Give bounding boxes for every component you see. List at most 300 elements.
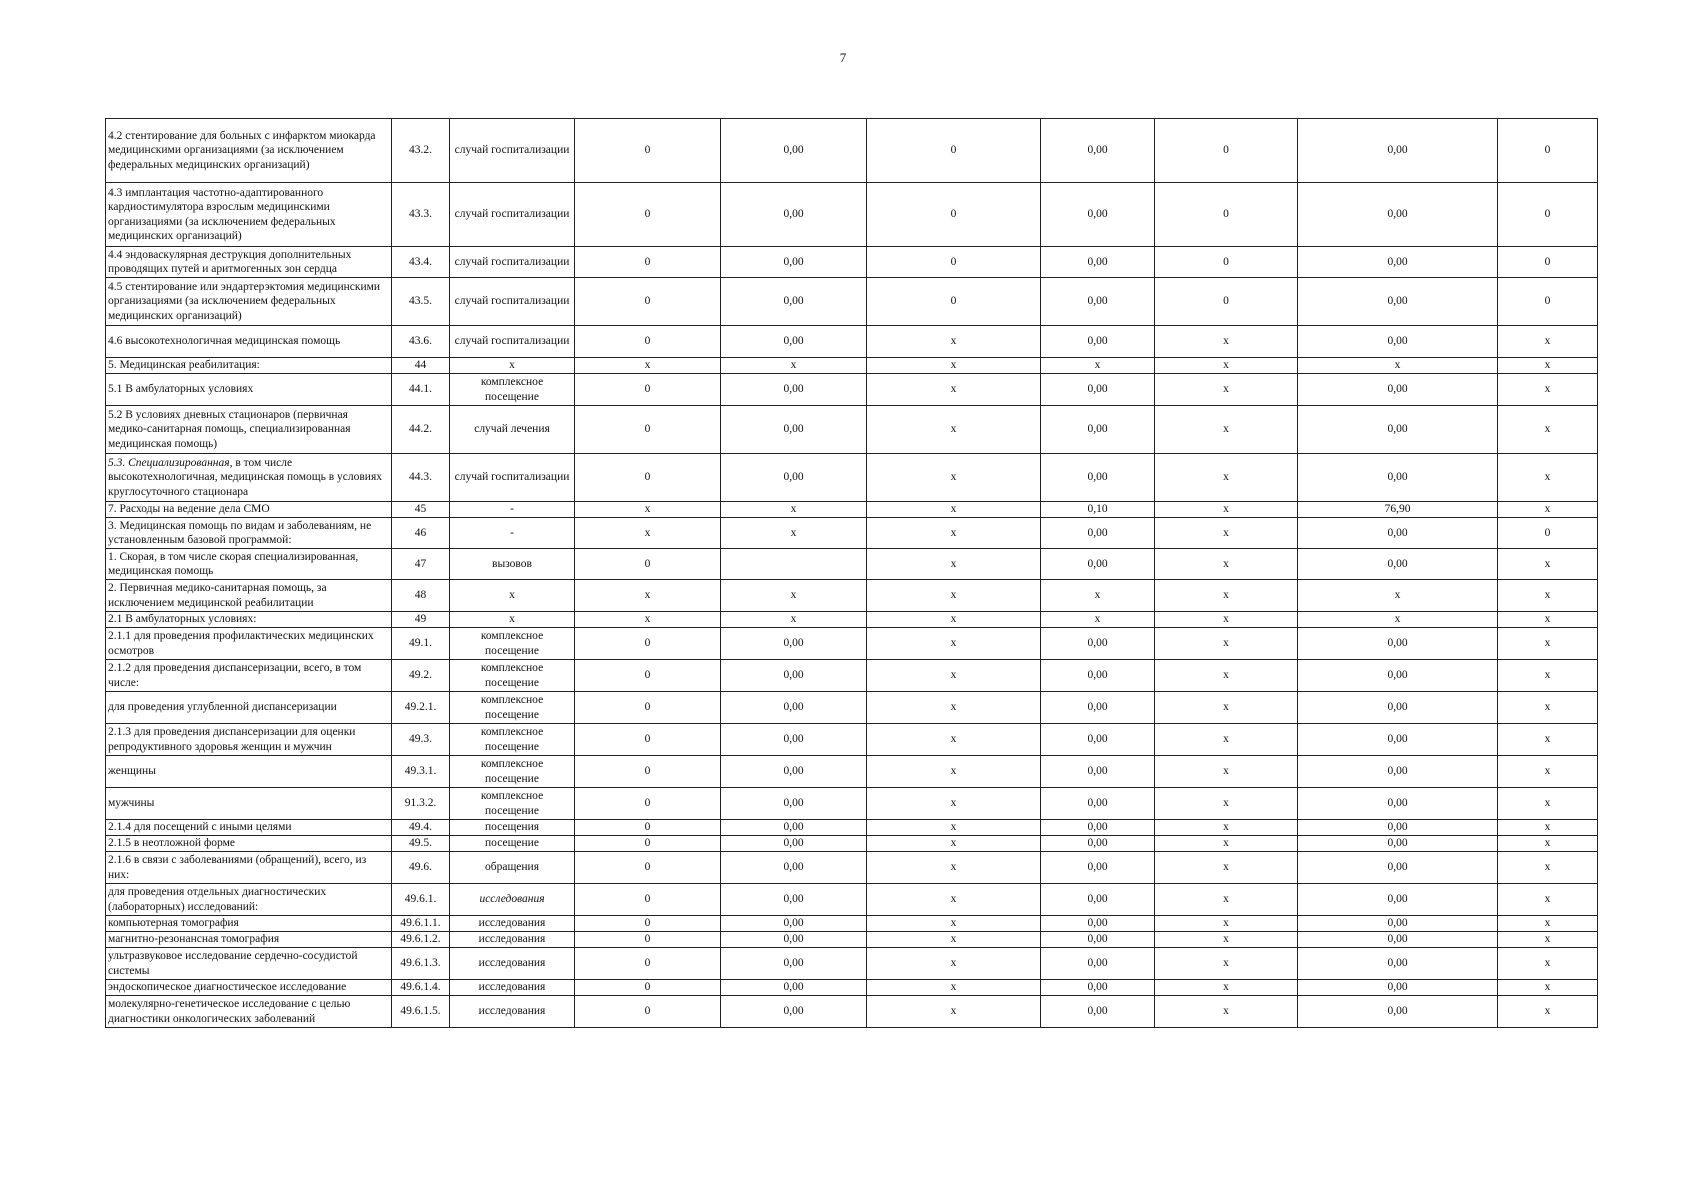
row-name-italic: 5.3. Специализированная, [108, 457, 233, 470]
row-value-2: 0,00 [721, 660, 867, 692]
row-value-2: 0,00 [721, 756, 867, 788]
row-code: 49.4. [392, 820, 450, 836]
row-value-5: 0 [1155, 119, 1298, 183]
table-row [106, 756, 1598, 788]
table-row [106, 996, 1598, 1028]
row-value-7: x [1498, 820, 1598, 836]
row-name: 4.6 высокотехнологичная медицинская помощь [106, 326, 392, 358]
row-value-6: 0,00 [1298, 836, 1498, 852]
row-value-3: x [867, 518, 1041, 549]
row-value-5: x [1155, 502, 1298, 518]
row-value-4: x [1041, 580, 1155, 612]
row-value-4: 0,00 [1041, 628, 1155, 660]
row-value-4: x [1041, 358, 1155, 374]
table-row [106, 454, 1598, 502]
row-value-6: 0,00 [1298, 852, 1498, 884]
row-value-1: 0 [575, 183, 721, 247]
row-value-7: x [1498, 788, 1598, 820]
row-value-6: 0,00 [1298, 932, 1498, 948]
row-value-6: 76,90 [1298, 502, 1498, 518]
row-value-2: 0,00 [721, 406, 867, 454]
row-code: 91.3.2. [392, 788, 450, 820]
table-row [106, 518, 1598, 549]
row-value-4: 0,00 [1041, 756, 1155, 788]
row-unit: комплексное посещение [450, 724, 575, 756]
row-value-7: x [1498, 916, 1598, 932]
row-value-7: x [1498, 549, 1598, 580]
row-value-6: 0,00 [1298, 518, 1498, 549]
row-value-6: x [1298, 358, 1498, 374]
table-row [106, 884, 1598, 916]
table-row [106, 326, 1598, 358]
row-value-2: 0,00 [721, 374, 867, 406]
row-value-1: 0 [575, 884, 721, 916]
row-name-rest: в том числе высокотехнологичная, медицинская помощь в условиях круглосуточного стационара [108, 457, 382, 498]
row-value-5: x [1155, 836, 1298, 852]
row-value-1: x [575, 518, 721, 549]
row-unit: случай госпитализации [450, 247, 575, 278]
row-value-5: 0 [1155, 278, 1298, 326]
row-value-3: x [867, 406, 1041, 454]
row-value-5: x [1155, 932, 1298, 948]
row-value-4: 0,00 [1041, 820, 1155, 836]
row-value-7: x [1498, 836, 1598, 852]
row-code: 46 [392, 518, 450, 549]
row-value-5: x [1155, 580, 1298, 612]
row-value-3: x [867, 549, 1041, 580]
row-value-3: x [867, 628, 1041, 660]
row-value-3: x [867, 612, 1041, 628]
row-name: 2. Первичная медико-санитарная помощь, за исключением медицинской реабилитации [106, 580, 392, 612]
row-value-4: 0,00 [1041, 788, 1155, 820]
table-row [106, 660, 1598, 692]
row-code: 47 [392, 549, 450, 580]
row-value-6: 0,00 [1298, 884, 1498, 916]
row-value-1: 0 [575, 247, 721, 278]
row-value-5: x [1155, 980, 1298, 996]
row-code: 49.1. [392, 628, 450, 660]
row-value-1: 0 [575, 724, 721, 756]
row-value-1: 0 [575, 916, 721, 932]
row-value-3: x [867, 374, 1041, 406]
row-unit: случай госпитализации [450, 119, 575, 183]
row-value-1: 0 [575, 788, 721, 820]
row-value-5: x [1155, 549, 1298, 580]
row-unit: комплексное посещение [450, 660, 575, 692]
row-value-4: 0,00 [1041, 278, 1155, 326]
row-code: 44 [392, 358, 450, 374]
row-value-4: 0,00 [1041, 119, 1155, 183]
row-value-2: 0,00 [721, 247, 867, 278]
row-value-2: 0,00 [721, 836, 867, 852]
row-value-6: 0,00 [1298, 660, 1498, 692]
page-number: 7 [839, 50, 847, 65]
table-row [106, 119, 1598, 183]
row-value-6: 0,00 [1298, 724, 1498, 756]
row-value-4: 0,00 [1041, 247, 1155, 278]
row-value-1: 0 [575, 756, 721, 788]
row-unit: случай госпитализации [450, 326, 575, 358]
row-value-2 [721, 549, 867, 580]
row-value-6: 0,00 [1298, 326, 1498, 358]
row-value-4: 0,00 [1041, 996, 1155, 1028]
row-value-6: x [1298, 612, 1498, 628]
row-value-4: 0,00 [1041, 836, 1155, 852]
row-value-1: 0 [575, 996, 721, 1028]
row-value-5: x [1155, 820, 1298, 836]
row-value-6: 0,00 [1298, 820, 1498, 836]
table-row [106, 580, 1598, 612]
row-value-3: x [867, 980, 1041, 996]
table-row [106, 278, 1598, 326]
row-value-6: 0,00 [1298, 756, 1498, 788]
row-code: 49.6.1.3. [392, 948, 450, 980]
row-value-7: 0 [1498, 247, 1598, 278]
row-value-5: x [1155, 852, 1298, 884]
row-name: для проведения углубленной диспансеризации [106, 692, 392, 724]
row-value-4: 0,00 [1041, 660, 1155, 692]
row-value-4: 0,00 [1041, 454, 1155, 502]
row-value-4: 0,00 [1041, 326, 1155, 358]
row-name: ультразвуковое исследование сердечно-сосудистой системы [106, 948, 392, 980]
row-value-4: 0,00 [1041, 692, 1155, 724]
row-value-2: 0,00 [721, 119, 867, 183]
row-value-1: 0 [575, 628, 721, 660]
row-name: 5.2 В условиях дневных стационаров (первичная медико-санитарная помощь, специализированная медицинская помощь) [106, 406, 392, 454]
row-code: 44.3. [392, 454, 450, 502]
row-name: 4.2 стентирование для больных с инфарктом миокарда медицинскими организациями (за исключением федеральных медицинских организаций) [106, 119, 392, 183]
table-row [106, 948, 1598, 980]
row-name: женщины [106, 756, 392, 788]
table-row [106, 502, 1598, 518]
row-unit: комплексное посещение [450, 692, 575, 724]
row-name: компьютерная томография [106, 916, 392, 932]
row-name: 4.3 имплантация частотно-адаптированного кардиостимулятора взрослым медицинскими организациями (за исключением федеральных медицинских организаций) [106, 183, 392, 247]
row-value-2: 0,00 [721, 852, 867, 884]
row-value-7: x [1498, 756, 1598, 788]
row-value-1: x [575, 502, 721, 518]
row-value-7: 0 [1498, 278, 1598, 326]
row-code: 49.6.1. [392, 884, 450, 916]
row-value-2: 0,00 [721, 948, 867, 980]
row-value-5: x [1155, 884, 1298, 916]
row-unit: посещение [450, 836, 575, 852]
row-value-5: x [1155, 948, 1298, 980]
row-name: молекулярно-генетическое исследование с целью диагностики онкологических заболеваний [106, 996, 392, 1028]
row-value-1: 0 [575, 549, 721, 580]
row-unit: исследования [450, 884, 575, 916]
row-value-1: 0 [575, 454, 721, 502]
row-value-6: x [1298, 580, 1498, 612]
row-value-3: x [867, 502, 1041, 518]
row-value-3: x [867, 724, 1041, 756]
row-value-2: 0,00 [721, 628, 867, 660]
row-value-3: x [867, 326, 1041, 358]
row-value-1: x [575, 358, 721, 374]
row-code: 44.1. [392, 374, 450, 406]
row-unit: случай госпитализации [450, 278, 575, 326]
row-value-5: x [1155, 358, 1298, 374]
row-value-5: 0 [1155, 247, 1298, 278]
row-code: 49.6.1.4. [392, 980, 450, 996]
row-value-1: 0 [575, 852, 721, 884]
row-name: 7. Расходы на ведение дела СМО [106, 502, 392, 518]
row-value-1: 0 [575, 119, 721, 183]
row-value-5: x [1155, 628, 1298, 660]
row-value-7: x [1498, 692, 1598, 724]
row-value-5: x [1155, 326, 1298, 358]
row-value-6: 0,00 [1298, 183, 1498, 247]
row-unit: исследования [450, 948, 575, 980]
row-value-1: 0 [575, 836, 721, 852]
row-value-5: x [1155, 374, 1298, 406]
row-unit: исследования [450, 996, 575, 1028]
row-unit: комплексное посещение [450, 756, 575, 788]
row-value-3: 0 [867, 247, 1041, 278]
row-code: 43.4. [392, 247, 450, 278]
row-value-2: x [721, 518, 867, 549]
row-value-3: x [867, 884, 1041, 916]
table-row [106, 980, 1598, 996]
row-value-1: x [575, 612, 721, 628]
row-name: 5. Медицинская реабилитация: [106, 358, 392, 374]
row-name: 2.1.6 в связи с заболеваниями (обращений), всего, из них: [106, 852, 392, 884]
row-value-4: 0,00 [1041, 374, 1155, 406]
row-value-1: x [575, 580, 721, 612]
row-value-3: x [867, 916, 1041, 932]
row-value-2: 0,00 [721, 724, 867, 756]
row-value-7: 0 [1498, 119, 1598, 183]
row-value-3: x [867, 692, 1041, 724]
table-row [106, 549, 1598, 580]
row-value-7: x [1498, 660, 1598, 692]
row-code: 49.6. [392, 852, 450, 884]
row-value-1: 0 [575, 278, 721, 326]
row-value-2: 0,00 [721, 884, 867, 916]
row-value-7: x [1498, 884, 1598, 916]
table-row [106, 724, 1598, 756]
row-code: 49.6.1.2. [392, 932, 450, 948]
row-value-7: x [1498, 852, 1598, 884]
row-value-1: 0 [575, 932, 721, 948]
row-value-6: 0,00 [1298, 247, 1498, 278]
row-value-1: 0 [575, 406, 721, 454]
row-value-5: x [1155, 518, 1298, 549]
row-value-3: 0 [867, 119, 1041, 183]
row-value-5: 0 [1155, 183, 1298, 247]
row-value-7: x [1498, 628, 1598, 660]
row-code: 43.5. [392, 278, 450, 326]
row-name: 2.1.5 в неотложной форме [106, 836, 392, 852]
row-value-5: x [1155, 660, 1298, 692]
row-unit: обращения [450, 852, 575, 884]
row-value-5: x [1155, 756, 1298, 788]
row-value-3: x [867, 836, 1041, 852]
row-value-7: x [1498, 996, 1598, 1028]
row-value-5: x [1155, 788, 1298, 820]
table-row [106, 374, 1598, 406]
row-unit: x [450, 358, 575, 374]
row-code: 43.3. [392, 183, 450, 247]
row-name: 2.1.4 для посещений с иными целями [106, 820, 392, 836]
row-code: 49.3. [392, 724, 450, 756]
row-unit: x [450, 612, 575, 628]
row-unit: x [450, 580, 575, 612]
row-value-6: 0,00 [1298, 454, 1498, 502]
row-value-4: 0,00 [1041, 916, 1155, 932]
row-value-2: x [721, 502, 867, 518]
row-unit: вызовов [450, 549, 575, 580]
row-value-6: 0,00 [1298, 549, 1498, 580]
row-name: 1. Скорая, в том числе скорая специализированная, медицинская помощь [106, 549, 392, 580]
row-unit: комплексное посещение [450, 628, 575, 660]
row-code: 43.2. [392, 119, 450, 183]
table-row [106, 916, 1598, 932]
row-name: 5.1 В амбулаторных условиях [106, 374, 392, 406]
row-value-2: 0,00 [721, 788, 867, 820]
row-code: 49.5. [392, 836, 450, 852]
data-table [105, 118, 1598, 1028]
row-value-4: 0,00 [1041, 183, 1155, 247]
row-value-5: x [1155, 916, 1298, 932]
row-value-6: 0,00 [1298, 996, 1498, 1028]
row-value-2: 0,00 [721, 996, 867, 1028]
row-unit: случай госпитализации [450, 183, 575, 247]
row-name: 3. Медицинская помощь по видам и заболеваниям, не установленным базовой программой: [106, 518, 392, 549]
row-value-3: x [867, 454, 1041, 502]
row-unit: комплексное посещение [450, 788, 575, 820]
row-value-4: 0,00 [1041, 406, 1155, 454]
row-unit: посещения [450, 820, 575, 836]
row-value-3: x [867, 788, 1041, 820]
row-value-3: x [867, 660, 1041, 692]
row-value-4: 0,00 [1041, 549, 1155, 580]
row-value-7: x [1498, 358, 1598, 374]
row-name: 4.4 эндоваскулярная деструкция дополнительных проводящих путей и аритмогенных зон сердца [106, 247, 392, 278]
row-unit: исследования [450, 932, 575, 948]
row-value-7: x [1498, 374, 1598, 406]
row-code: 44.2. [392, 406, 450, 454]
row-value-4: 0,00 [1041, 884, 1155, 916]
row-value-1: 0 [575, 326, 721, 358]
row-value-4: 0,10 [1041, 502, 1155, 518]
row-value-7: x [1498, 502, 1598, 518]
row-value-1: 0 [575, 692, 721, 724]
row-value-7: 0 [1498, 518, 1598, 549]
table-row [106, 183, 1598, 247]
row-value-2: 0,00 [721, 326, 867, 358]
row-name: магнитно-резонансная томография [106, 932, 392, 948]
row-code: 49.3.1. [392, 756, 450, 788]
row-value-3: x [867, 756, 1041, 788]
row-value-7: x [1498, 406, 1598, 454]
row-value-3: x [867, 996, 1041, 1028]
row-value-4: 0,00 [1041, 932, 1155, 948]
row-code: 48 [392, 580, 450, 612]
row-value-6: 0,00 [1298, 119, 1498, 183]
row-value-3: x [867, 852, 1041, 884]
table-body [106, 119, 1598, 1028]
row-value-5: x [1155, 612, 1298, 628]
row-value-6: 0,00 [1298, 916, 1498, 932]
row-value-2: 0,00 [721, 183, 867, 247]
row-code: 49.6.1.5. [392, 996, 450, 1028]
row-value-7: x [1498, 454, 1598, 502]
table-row [106, 406, 1598, 454]
row-code: 45 [392, 502, 450, 518]
row-value-6: 0,00 [1298, 692, 1498, 724]
row-value-4: 0,00 [1041, 980, 1155, 996]
row-value-1: 0 [575, 374, 721, 406]
table-row [106, 612, 1598, 628]
row-value-5: x [1155, 692, 1298, 724]
row-value-2: 0,00 [721, 278, 867, 326]
row-value-1: 0 [575, 980, 721, 996]
row-unit: - [450, 502, 575, 518]
row-value-7: x [1498, 932, 1598, 948]
row-value-7: x [1498, 948, 1598, 980]
table-row [106, 692, 1598, 724]
row-value-3: x [867, 948, 1041, 980]
row-name: 2.1.2 для проведения диспансеризации, всего, в том числе: [106, 660, 392, 692]
row-name: мужчины [106, 788, 392, 820]
row-value-6: 0,00 [1298, 788, 1498, 820]
row-value-4: 0,00 [1041, 518, 1155, 549]
row-value-7: x [1498, 326, 1598, 358]
row-value-3: 0 [867, 183, 1041, 247]
row-value-5: x [1155, 724, 1298, 756]
table-row [106, 788, 1598, 820]
row-value-6: 0,00 [1298, 948, 1498, 980]
row-value-2: x [721, 612, 867, 628]
row-value-2: x [721, 358, 867, 374]
row-value-5: x [1155, 406, 1298, 454]
row-unit: случай госпитализации [450, 454, 575, 502]
row-value-2: 0,00 [721, 454, 867, 502]
row-value-6: 0,00 [1298, 980, 1498, 996]
row-code: 49.2.1. [392, 692, 450, 724]
row-value-2: 0,00 [721, 692, 867, 724]
row-value-4: 0,00 [1041, 852, 1155, 884]
row-value-1: 0 [575, 948, 721, 980]
row-value-4: 0,00 [1041, 724, 1155, 756]
row-name: для проведения отдельных диагностических (лабораторных) исследований: [106, 884, 392, 916]
row-code: 49.6.1.1. [392, 916, 450, 932]
row-name: 2.1.1 для проведения профилактических медицинских осмотров [106, 628, 392, 660]
row-value-3: 0 [867, 278, 1041, 326]
table-row [106, 247, 1598, 278]
row-unit: комплексное посещение [450, 374, 575, 406]
row-value-3: x [867, 358, 1041, 374]
row-value-7: x [1498, 580, 1598, 612]
row-value-6: 0,00 [1298, 628, 1498, 660]
row-value-2: 0,00 [721, 932, 867, 948]
row-value-4: 0,00 [1041, 948, 1155, 980]
row-name: 2.1 В амбулаторных условиях: [106, 612, 392, 628]
row-value-2: 0,00 [721, 916, 867, 932]
row-value-3: x [867, 932, 1041, 948]
row-value-7: x [1498, 724, 1598, 756]
row-name: эндоскопическое диагностическое исследование [106, 980, 392, 996]
row-value-2: x [721, 580, 867, 612]
row-unit: случай лечения [450, 406, 575, 454]
table-row [106, 358, 1598, 374]
row-unit: - [450, 518, 575, 549]
row-unit: исследования [450, 980, 575, 996]
table-row [106, 852, 1598, 884]
row-name: 2.1.3 для проведения диспансеризации для оценки репродуктивного здоровья женщин и мужчин [106, 724, 392, 756]
row-value-6: 0,00 [1298, 406, 1498, 454]
